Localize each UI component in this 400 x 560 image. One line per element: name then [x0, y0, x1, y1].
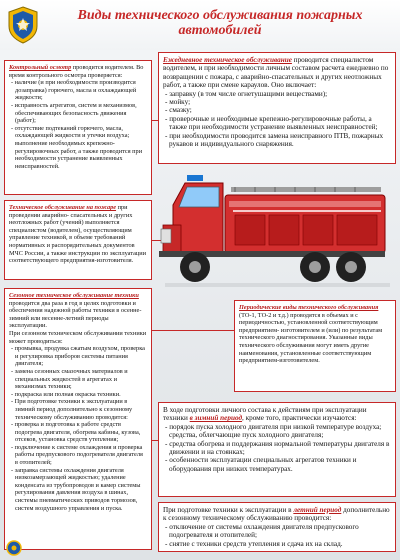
control-inspection-intro: проводится водителем. Во время контрольного осмотра проверяется: [9, 64, 144, 79]
daily-maintenance-intro: проводится специалистом водителем, и при необходимости личным составом расчета ежедневно по возвращении с пожара, с аварийно-спасательных и других неотложных работ, а также при смене караулов. Оно включает: [163, 56, 389, 90]
list-item: - подкраска или полная окраска техники. [11, 390, 121, 398]
list-item: - особенности эксплуатации специальных агрегатов техники и оборудования при низких температурах. [165, 456, 357, 473]
list-item: - подключение к системе охлаждения и проверка работы предпускового подогревателя двигателя в отопителей; [11, 443, 143, 467]
connector-line [152, 330, 234, 331]
periodic-maintenance-box [234, 300, 396, 392]
control-inspection-heading: Контрольный осмотр [9, 64, 72, 71]
list-item: - отсутствие подтеканий горючего, масла, охлаждающей жидкости и утечки воздуха; выполнение необходимых крепежно-регулировочных работ, а также проводится при необходимости устранение выявленных неисправностей. [11, 124, 143, 170]
emchs-emblem-icon [6, 6, 40, 44]
winter-preparation-box [158, 402, 396, 497]
seasonal-heading: Сезонное техническое обслуживание техники [9, 292, 139, 299]
list-item: - смазку; [165, 106, 192, 115]
summer-period-label: летний период [293, 506, 342, 514]
fire-maintenance-text: при проведении аварийно- спасательных и других неотложных работ (учений) выполняется специалистом (водителем), осуществляющим управление техникой, в объеме требований нормативных и распорядительных документов МЧС России, а также инструкции по эксплуатации соответствующего предприятия-изготовителя. [9, 204, 147, 265]
winter-intro-b: , кроме того, практически изучаются: [242, 414, 357, 423]
seasonal-maintenance-box [4, 288, 152, 550]
periodic-heading: Периодические виды технического обслуживания [239, 304, 379, 311]
summer-preparation-box [158, 502, 396, 552]
list-item: - средства обогрева и поддержания нормальной температуры двигателя в движении и на стоянках; [165, 439, 390, 457]
list-item: - при необходимости проводится замена неисправного ПТВ, пожарных рукавов и индивидуального снаряжения. [165, 131, 384, 149]
list-item: - исправность агрегатов, систем и механизмов, обеспечивающих безопасность движения (работ); [11, 101, 137, 125]
fire-maintenance-box [4, 200, 152, 280]
winter-intro-a: В ходе подготовки личного состава к действиям при эксплуатации техники [163, 406, 367, 423]
fire-truck-illustration [155, 165, 400, 295]
list-item: - отключение от системы охлаждения двигателя предпускового подогревателя и отопителей; [165, 522, 359, 540]
list-item: - снятие с техники средств утепления и сдача их на склад. [165, 539, 343, 548]
summer-intro-a: При подготовке техники к эксплуатации в [163, 506, 294, 514]
list-item: - замена сезонных смазочных материалов и специальных жидкостей в агрегатах и механизмах техники; [11, 367, 128, 391]
list-item: - заправка системы охлаждения двигателя низкозамерзающей жидкостью; удаление конденсата из трубопроводов и камер системы регулирования давления воздуха в шинах, системы пневматических приводов тормозов, систем воздушного управления и пуска. [11, 466, 141, 512]
list-item: - наличие (и при необходимости производится дозаправка) горючего, масла и охлаждающей жидкости; [11, 79, 137, 102]
list-item: - проверка и подготовка к работе средств подогрева двигателя, обогрева кабины, кузова, отсеков, установка средств утепления; [11, 421, 141, 444]
list-item: - заправку (в том числе огнетушащими веществами); [165, 89, 328, 98]
list-item: - мойку; [165, 98, 191, 107]
periodic-text: (ТО-1, ТО-2 и т.д.) проводятся в объемах и с периодичностью, установленной соответствующим предприятием- изготовителем и (или) по результатам технического диагностирования. Указанные виды технического обслуживания могут иметь другие наименования, установленные соответствующим предприятием-изготовителем. [239, 311, 383, 365]
control-inspection-box [4, 60, 152, 195]
seasonal-sub: При сезонном техническом обслуживании техники может проводиться: [9, 329, 147, 345]
daily-maintenance-heading: Ежедневное техническое обслуживание [163, 56, 292, 64]
daily-maintenance-box [158, 52, 396, 164]
list-item: - порядок пуска холодного двигателя при низкой температуре воздуха; средства, облегчающие пуск холодного двигателя; [165, 422, 382, 440]
page-title: Виды технического обслуживания пожарных автомобилей [77, 8, 363, 38]
summer-intro-b: дополнительно к сезонному техническому обслуживанию проводится: [163, 506, 390, 523]
winter-period-label: в зимний период [189, 414, 243, 423]
seasonal-intro: проводится два раза в год в целях подготовки и обеспечения надежной работы техники в осенне-зимний или весенне-летний периоды эксплуатации. [9, 299, 142, 330]
list-item: - промывка, продувка сжатым воздухом, проверка и регулировка приборов системы питания двигателя; [11, 345, 145, 368]
footer-logo-icon [6, 540, 22, 556]
fire-maintenance-heading: Техническое обслуживание на пожаре [9, 204, 117, 211]
list-item: - проверочные и необходимые крепежно-регулировочные работы, а также при необходимости устранение выявленных неисправностей; [165, 114, 378, 132]
list-item: - При подготовке техники к эксплуатации в зимний период дополнительно к сезонному техническому обслуживанию проводится: [11, 398, 133, 421]
